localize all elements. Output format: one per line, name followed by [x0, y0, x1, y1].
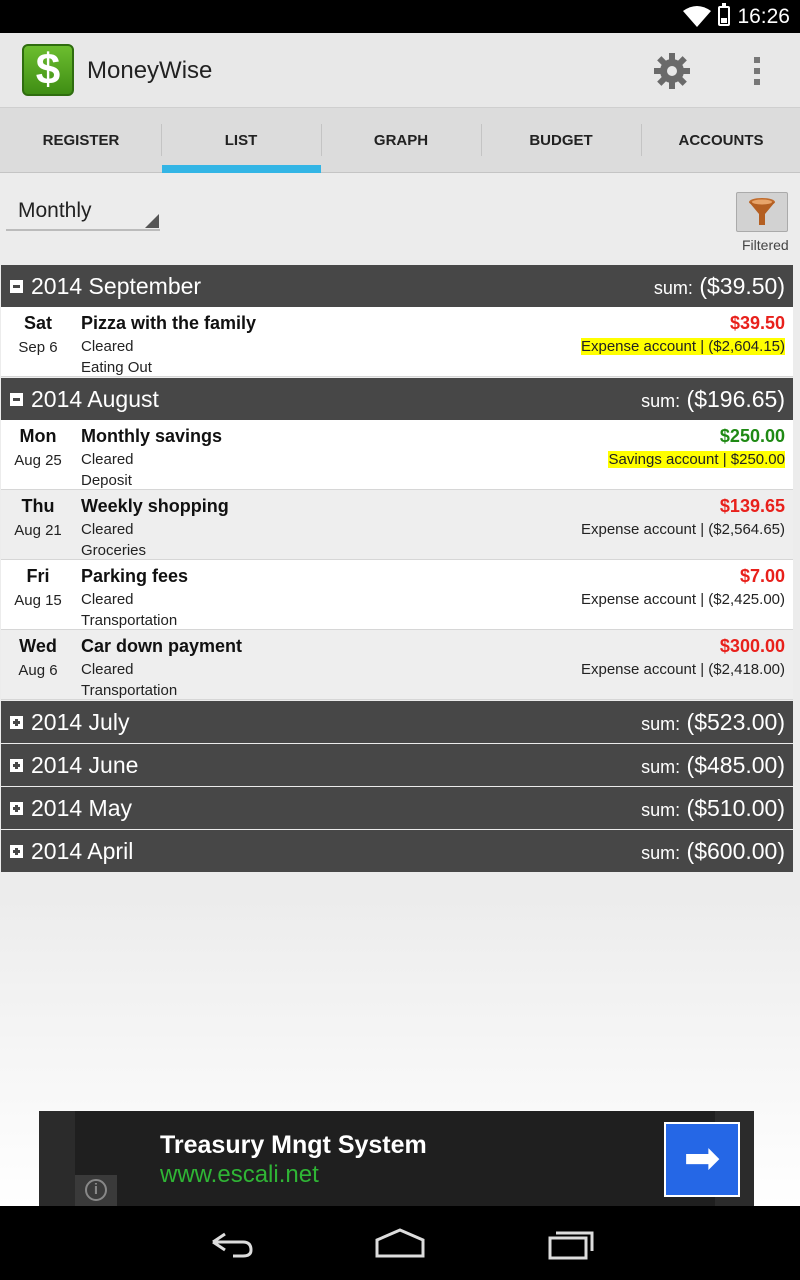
ad-title[interactable]: Treasury Mngt System — [160, 1131, 427, 1159]
home-button[interactable] — [373, 1226, 427, 1260]
tx-account: Expense account | ($2,418.00) — [580, 661, 785, 678]
funnel-icon — [736, 192, 788, 232]
settings-button[interactable] — [648, 47, 696, 95]
overflow-menu-button[interactable] — [742, 47, 772, 95]
group-header-2014-june[interactable] — [1, 744, 793, 786]
group-title: 2014 July — [31, 709, 130, 735]
group-title: 2014 September — [31, 273, 202, 299]
group-sum — [641, 838, 785, 865]
tab-register[interactable]: REGISTER — [42, 132, 120, 149]
battery-icon — [718, 6, 730, 26]
group-title: 2014 August — [31, 386, 159, 412]
group-sum-value: ($523.00) — [686, 709, 785, 735]
app-logo-icon: $ — [22, 44, 74, 96]
group-sum — [641, 709, 785, 736]
recent-apps-button[interactable] — [544, 1226, 598, 1260]
group-header-2014-august[interactable] — [1, 378, 793, 420]
tx-status: Cleared — [81, 338, 134, 355]
tx-category: Eating Out — [81, 359, 152, 376]
arrow-right-icon[interactable]: ➡ — [664, 1122, 740, 1197]
tx-weekday: Fri — [26, 566, 50, 586]
tx-account: Savings account | $250.00 — [608, 451, 785, 468]
tx-weekday: Thu — [21, 496, 55, 516]
group-sum-label: sum: — [641, 391, 681, 411]
tab-accounts[interactable]: ACCOUNTS — [678, 132, 764, 149]
expand-icon — [10, 845, 23, 858]
tx-amount: $300.00 — [719, 636, 785, 656]
group-sum-value: ($485.00) — [686, 752, 785, 778]
tx-account: Expense account | ($2,425.00) — [580, 591, 785, 608]
transaction-row[interactable] — [1, 307, 793, 377]
tx-weekday: Wed — [19, 636, 57, 656]
tx-description: Pizza with the family — [81, 313, 257, 333]
tx-date: Aug 15 — [14, 592, 62, 609]
group-sum-label: sum: — [641, 757, 681, 777]
active-tab-indicator — [162, 165, 321, 173]
group-sum — [641, 795, 785, 822]
tx-category: Transportation — [81, 612, 178, 629]
ad-url[interactable]: www.escali.net — [160, 1161, 319, 1188]
tx-category: Transportation — [81, 682, 178, 699]
group-sum-label: sum: — [641, 800, 681, 820]
tab-list[interactable]: LIST — [224, 132, 258, 149]
collapse-icon — [10, 393, 23, 406]
group-sum-label: sum: — [653, 278, 693, 298]
transaction-row[interactable] — [1, 560, 793, 630]
tx-weekday: Mon — [19, 426, 57, 446]
group-sum-value: ($600.00) — [686, 838, 785, 864]
tab-budget[interactable]: BUDGET — [529, 132, 593, 149]
tx-status: Cleared — [81, 661, 134, 678]
status-bar — [0, 0, 800, 33]
group-sum-value: ($39.50) — [699, 273, 785, 299]
transaction-row[interactable] — [1, 420, 793, 490]
dot-icon — [754, 57, 760, 63]
group-sum-value: ($196.65) — [686, 386, 785, 412]
system-nav-bar — [0, 1206, 800, 1280]
tx-weekday: Sat — [23, 313, 52, 333]
dropdown-triangle-icon — [145, 214, 159, 228]
gear-icon — [648, 47, 696, 95]
expand-icon — [10, 716, 23, 729]
tx-date: Sep 6 — [18, 339, 58, 356]
tx-status: Cleared — [81, 591, 134, 608]
tx-amount: $250.00 — [719, 426, 785, 446]
tx-description: Car down payment — [81, 636, 243, 656]
group-sum-value: ($510.00) — [686, 795, 785, 821]
tx-status: Cleared — [81, 451, 134, 468]
transaction-row[interactable] — [1, 630, 793, 700]
action-bar — [0, 33, 800, 107]
group-header-2014-april[interactable] — [1, 830, 793, 872]
tab-bar — [0, 107, 800, 173]
group-sum-label: sum: — [641, 714, 681, 734]
collapse-icon — [10, 280, 23, 293]
tx-date: Aug 25 — [14, 452, 62, 469]
group-sum — [654, 273, 785, 300]
group-sum — [641, 386, 785, 413]
tx-category: Groceries — [81, 542, 147, 559]
period-dropdown-value: Monthly — [18, 199, 92, 222]
group-sum — [641, 752, 785, 779]
filter-status-label: Filtered — [742, 237, 789, 253]
group-header-2014-september[interactable] — [1, 265, 793, 307]
dot-icon — [754, 79, 760, 85]
group-title: 2014 April — [31, 838, 134, 864]
info-icon: i — [85, 1179, 107, 1201]
ad-banner[interactable] — [39, 1111, 754, 1206]
tx-category: Deposit — [81, 472, 132, 489]
expand-icon — [10, 802, 23, 815]
tx-account: Expense account | ($2,564.65) — [580, 521, 785, 538]
tx-amount: $139.65 — [719, 496, 785, 516]
tx-status: Cleared — [81, 521, 134, 538]
period-dropdown[interactable] — [6, 195, 160, 231]
tx-amount: $7.00 — [739, 566, 785, 586]
filter-button[interactable] — [736, 192, 788, 232]
group-sum-label: sum: — [641, 843, 681, 863]
group-title: 2014 June — [31, 752, 139, 778]
group-header-2014-may[interactable] — [1, 787, 793, 829]
tx-account: Expense account | ($2,604.15) — [580, 338, 785, 355]
ad-info-button[interactable] — [75, 1175, 117, 1206]
tx-date: Aug 6 — [18, 662, 58, 679]
transaction-list — [0, 173, 800, 1206]
tab-graph[interactable]: GRAPH — [373, 132, 429, 149]
expand-icon — [10, 759, 23, 772]
group-header-2014-july[interactable] — [1, 701, 793, 743]
app-title: MoneyWise — [87, 57, 213, 84]
status-time: 16:26 — [737, 5, 790, 28]
tx-description: Parking fees — [81, 566, 189, 586]
wifi-icon — [683, 6, 711, 28]
tx-description: Weekly shopping — [81, 496, 229, 516]
dot-icon — [754, 68, 760, 74]
ad-content — [75, 1111, 721, 1206]
group-title: 2014 May — [31, 795, 133, 821]
tx-description: Monthly savings — [81, 426, 223, 446]
tx-amount: $39.50 — [729, 313, 785, 333]
transaction-row[interactable] — [1, 490, 793, 560]
back-button[interactable] — [203, 1226, 257, 1260]
tx-date: Aug 21 — [14, 522, 62, 539]
